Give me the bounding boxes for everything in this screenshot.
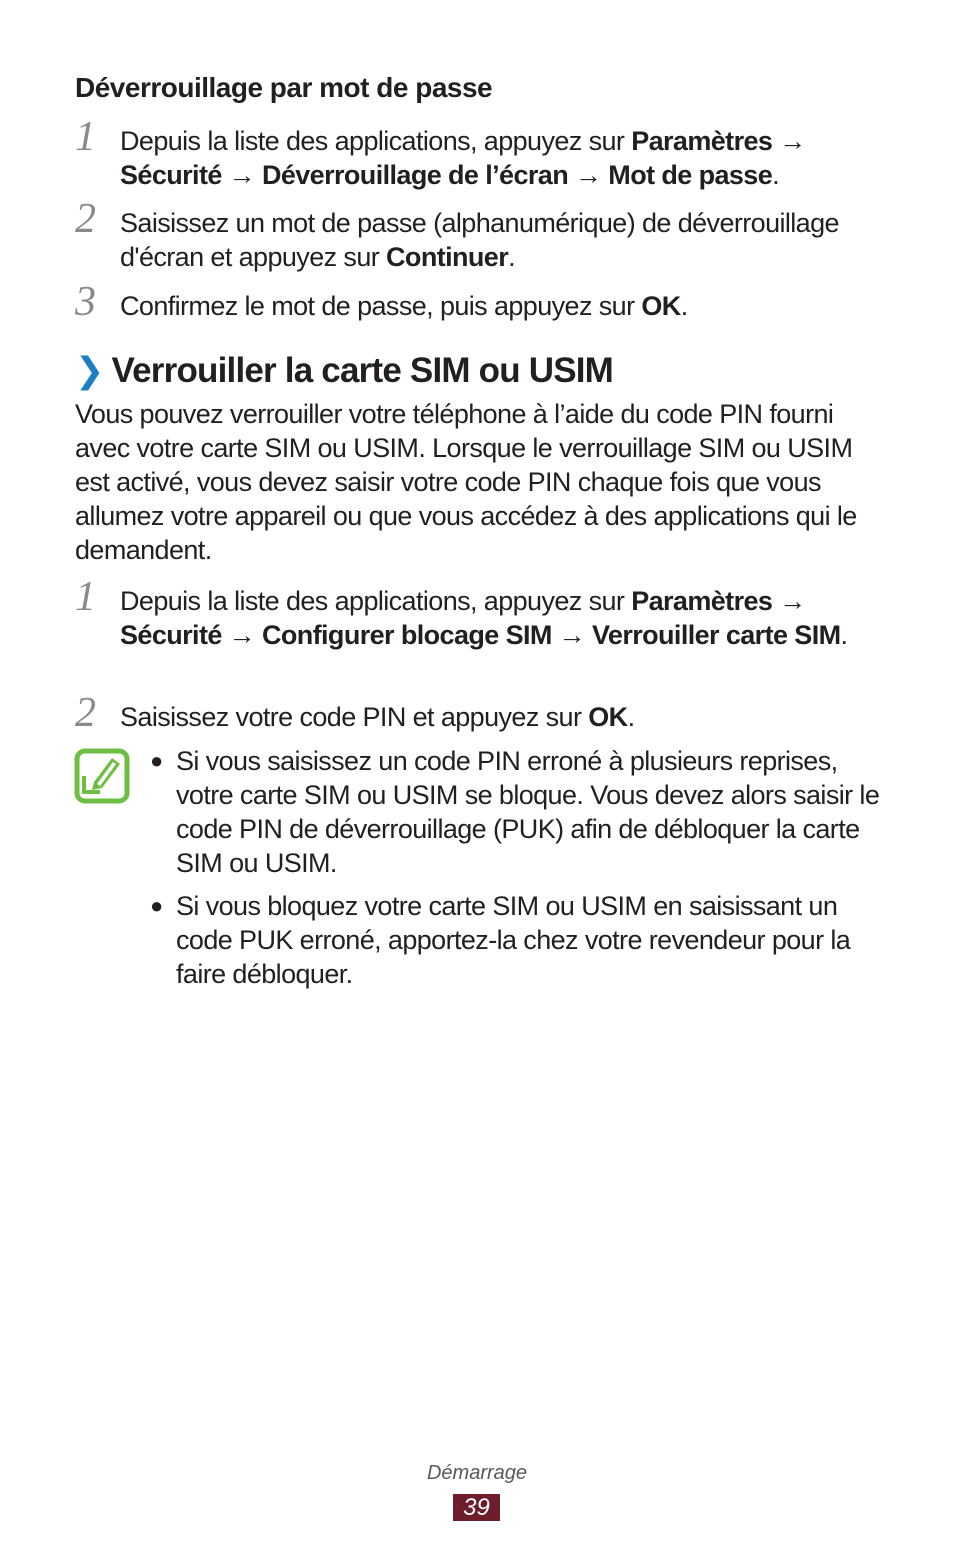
footer-chapter-label: Démarrage bbox=[426, 1462, 528, 1484]
step-text-part: Depuis la liste des applications, appuyez sur bbox=[120, 586, 632, 616]
note-text: Si vous bloquez votre carte SIM ou USIM en saisissant un code PUK erroné, apportez-la chez votre revendeur pour la faire débloquer. bbox=[176, 891, 851, 989]
arrow-separator: → bbox=[772, 126, 806, 156]
note-item bbox=[150, 889, 890, 991]
menu-path-parametres: Paramètres bbox=[631, 586, 773, 616]
note-pencil-icon bbox=[74, 748, 130, 804]
menu-path-securite: Sécurité bbox=[120, 160, 222, 190]
menu-path-securite: Sécurité bbox=[120, 620, 222, 650]
step-text-part: Depuis la liste des applications, appuyez sur bbox=[120, 126, 632, 156]
step-text bbox=[120, 124, 890, 192]
step-text-part: Saisissez un mot de passe (alphanumérique) de déverrouillage d'écran et appuyez sur bbox=[120, 208, 839, 272]
step-text-part: Confirmez le mot de passe, puis appuyez sur bbox=[120, 291, 642, 321]
button-ref-ok: OK bbox=[588, 702, 628, 732]
chevron-right-icon: ❯ bbox=[75, 351, 104, 390]
step-text-part: . bbox=[508, 242, 516, 272]
page-number: 39 bbox=[453, 1494, 500, 1521]
button-ref-ok: OK bbox=[641, 291, 681, 321]
arrow-separator: → bbox=[772, 586, 806, 616]
note-item bbox=[150, 744, 890, 880]
step-text-part: . bbox=[627, 702, 635, 732]
button-ref-continuer: Continuer bbox=[386, 242, 509, 272]
step-text bbox=[120, 700, 890, 734]
arrow-separator: → bbox=[221, 160, 262, 190]
subsection-title: Déverrouillage par mot de passe bbox=[75, 72, 493, 103]
bullet-icon: ● bbox=[150, 893, 163, 918]
section-title bbox=[75, 351, 613, 391]
section-title-text: Verrouiller la carte SIM ou USIM bbox=[111, 351, 614, 390]
step-text bbox=[120, 584, 890, 652]
step-text-part: . bbox=[772, 160, 780, 190]
step-text bbox=[120, 289, 890, 323]
step-text-part: . bbox=[840, 620, 848, 650]
step-text-part: Saisissez votre code PIN et appuyez sur bbox=[120, 702, 589, 732]
step-text bbox=[120, 206, 890, 274]
step-number: 3 bbox=[75, 279, 96, 325]
menu-path-configurer-blocage-sim: Configurer blocage SIM bbox=[261, 620, 552, 650]
step-text-part: . bbox=[680, 291, 688, 321]
menu-path-deverrouillage: Déverrouillage de l’écran bbox=[261, 160, 569, 190]
note-list bbox=[150, 744, 890, 1000]
note-text: Si vous saisissez un code PIN erroné à plusieurs reprises, votre carte SIM ou USIM se bloque. Vous devez alors saisir le code PIN de déverrouillage (PUK) afin de débloquer la carte SIM ou USIM. bbox=[176, 746, 880, 878]
menu-path-parametres: Paramètres bbox=[631, 126, 773, 156]
step-number: 2 bbox=[75, 690, 96, 736]
menu-path-mot-de-passe: Mot de passe bbox=[608, 160, 773, 190]
arrow-separator: → bbox=[568, 160, 609, 190]
arrow-separator: → bbox=[221, 620, 262, 650]
step-number: 1 bbox=[75, 574, 96, 620]
menu-path-verrouiller-carte-sim: Verrouiller carte SIM bbox=[591, 620, 841, 650]
arrow-separator: → bbox=[551, 620, 592, 650]
step-number: 1 bbox=[75, 114, 96, 160]
section-intro: Vous pouvez verrouiller votre téléphone à l’aide du code PIN fourni avec votre carte SIM ou USIM. Lorsque le verrouillage SIM ou USIM est activé, vous devez saisir votre code PIN chaque fois que vous allumez votre appareil ou que vous accédez à des applications qui le demandent. bbox=[75, 399, 857, 565]
bullet-icon: ● bbox=[150, 748, 163, 773]
step-number: 2 bbox=[75, 196, 96, 242]
